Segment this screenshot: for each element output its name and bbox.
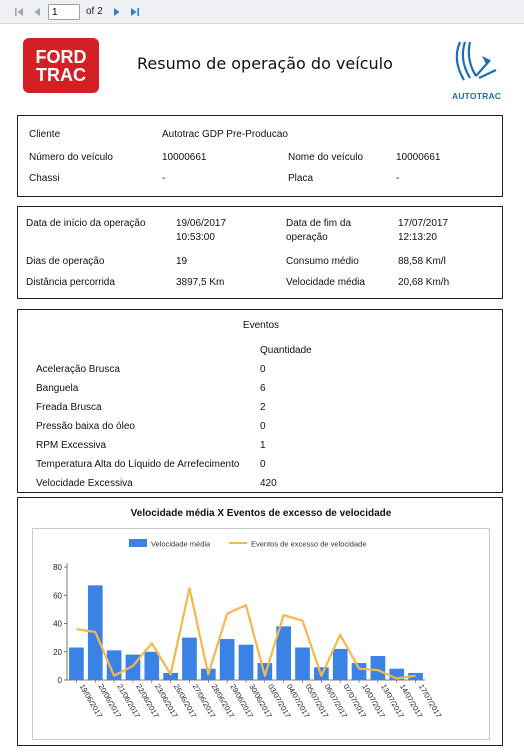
fim-time: 12:13:20 [398, 232, 437, 243]
y-tick-label: 0 [57, 676, 62, 685]
bar [333, 649, 348, 680]
inicio-date: 19/06/2017 [176, 218, 227, 229]
event-name: Aceleração Brusca [36, 364, 120, 375]
x-tick-label: 20/06/2017 [96, 682, 124, 720]
placa-label: Placa [288, 173, 314, 184]
bar [220, 639, 235, 680]
x-tick-label: 10/07/2017 [360, 682, 387, 720]
event-name: RPM Excessiva [36, 440, 107, 451]
event-qty: 0 [260, 421, 266, 432]
y-tick-label: 20 [53, 647, 62, 657]
cliente-value: Autotrac GDP Pre-Producao [162, 129, 288, 140]
y-tick-label: 80 [53, 563, 62, 572]
inicio-time: 10:53:00 [176, 232, 215, 243]
legend-bar-swatch [129, 539, 147, 547]
y-tick-label: 60 [53, 591, 62, 601]
last-page-icon[interactable] [128, 5, 142, 19]
operation-info-section [17, 206, 503, 299]
x-tick-label: 28/06/2017 [209, 682, 237, 720]
fim-label-line2: operação [286, 232, 328, 243]
bar [352, 663, 367, 680]
distancia-label: Distância percorrida [26, 277, 115, 288]
event-name: Pressão baixa do óleo [36, 421, 135, 432]
chassi-value: - [162, 173, 166, 184]
dias-label: Dias de operação [26, 256, 105, 267]
x-tick-label: 29/06/2017 [228, 682, 255, 720]
x-tick-label: 06/07/2017 [322, 682, 350, 720]
fim-date: 17/07/2017 [398, 218, 449, 229]
bar [295, 648, 310, 680]
x-tick-label: 17/07/2017 [416, 682, 444, 720]
x-tick-label: 26/06/2017 [171, 682, 199, 720]
consumo-label: Consumo médio [286, 256, 359, 267]
event-qty: 2 [260, 402, 266, 413]
event-name: Velocidade Excessiva [36, 478, 133, 489]
event-qty: 0 [260, 364, 266, 375]
velocidade-label: Velocidade média [286, 277, 365, 288]
page-number-input[interactable] [48, 4, 80, 20]
x-tick-label: 30/06/2017 [247, 682, 274, 720]
bar [371, 656, 386, 680]
fim-label-line1: Data de fim da [286, 218, 352, 229]
autotrac-logo-text: AUTOTRAC [452, 91, 502, 101]
cliente-label: Cliente [29, 129, 61, 140]
next-page-icon[interactable] [110, 5, 124, 19]
distancia-value: 3897,5 Km [176, 277, 225, 288]
report-toolbar [0, 0, 524, 24]
x-tick-label: 27/06/2017 [190, 682, 218, 720]
numero-veiculo-value: 10000661 [162, 152, 207, 163]
x-tick-label: 23/06/2017 [153, 682, 180, 720]
chassi-label: Chassi [29, 173, 60, 184]
bar [69, 648, 84, 680]
vehicle-info-section [17, 115, 503, 197]
chart-section [17, 497, 503, 746]
events-section [17, 309, 503, 493]
x-tick-label: 19/06/2017 [77, 682, 105, 720]
speed-events-chart [33, 529, 489, 739]
dias-value: 19 [176, 256, 188, 267]
event-qty: 420 [260, 478, 277, 489]
previous-page-icon[interactable] [30, 5, 44, 19]
numero-veiculo-label: Número do veículo [29, 152, 113, 163]
event-name: Banguela [36, 383, 79, 394]
events-title: Eventos [242, 320, 280, 331]
events-column-header: Quantidade [260, 345, 312, 356]
inicio-label: Data de início da operação [26, 218, 146, 229]
y-tick-label: 40 [53, 619, 62, 629]
event-qty: 0 [260, 459, 266, 470]
fordtrac-logo [23, 38, 99, 93]
event-qty: 6 [260, 383, 266, 394]
fordtrac-logo-line1: FORD [35, 46, 87, 67]
event-name: Temperatura Alta do Líquido de Arrefecimento [36, 459, 240, 470]
legend-entry: Eventos de excesso de velocidade [251, 539, 367, 549]
chart-frame [32, 528, 490, 740]
nome-veiculo-value: 10000661 [396, 152, 441, 163]
legend-entry: Velocidade média [151, 539, 211, 549]
velocidade-value: 20,68 Km/h [398, 277, 450, 288]
event-name: Freada Brusca [36, 402, 102, 413]
event-qty: 1 [260, 440, 266, 451]
bar [144, 652, 159, 680]
bar [239, 645, 254, 680]
x-tick-label: 05/07/2017 [303, 682, 331, 720]
chart-title: Velocidade média X Eventos de excesso de velocidade [130, 508, 392, 519]
report-title: Resumo de operação do veículo [137, 54, 393, 73]
x-tick-label: 04/07/2017 [284, 682, 312, 720]
x-tick-label: 22/06/2017 [134, 682, 161, 720]
bar [182, 638, 197, 680]
x-tick-label: 14/07/2017 [398, 682, 425, 720]
x-tick-label: 21/06/2017 [115, 682, 142, 720]
placa-value: - [396, 173, 400, 184]
fordtrac-logo-line2: TRAC [36, 64, 86, 85]
x-tick-label: 03/07/2017 [266, 682, 293, 720]
page-count-label: of 2 [86, 6, 103, 17]
first-page-icon[interactable] [12, 5, 26, 19]
x-tick-label: 07/07/2017 [341, 682, 369, 720]
nome-veiculo-label: Nome do veículo [288, 152, 364, 163]
consumo-value: 88,58 Km/l [398, 256, 446, 267]
x-tick-label: 13/07/2017 [379, 682, 406, 720]
